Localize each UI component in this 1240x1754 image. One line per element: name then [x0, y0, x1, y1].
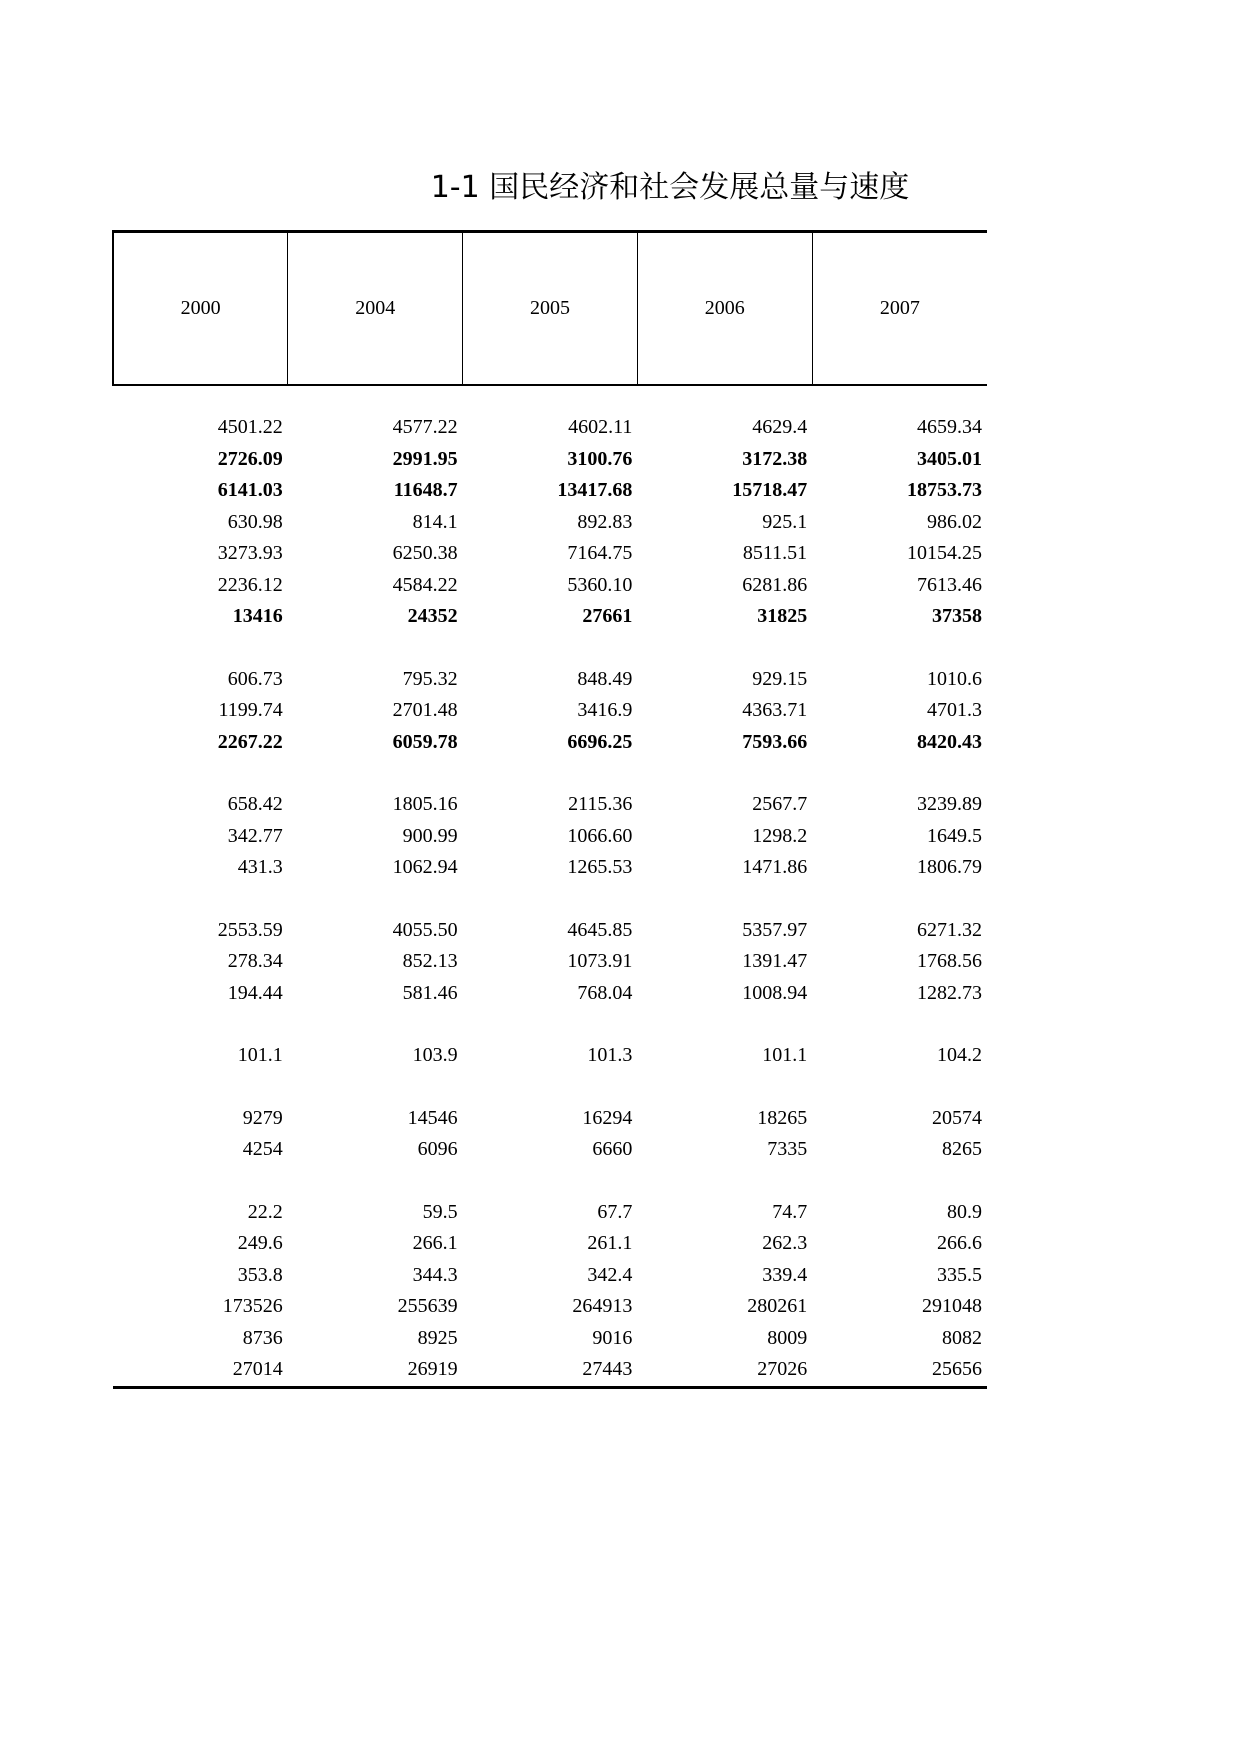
- table-cell: 24352: [407, 605, 458, 628]
- table-cell: 3172.38: [742, 447, 808, 470]
- table-cell: 3239.89: [916, 793, 982, 816]
- table-cell: 8925: [417, 1326, 458, 1349]
- table-cell: 14546: [407, 1106, 458, 1129]
- table-row: [113, 758, 987, 821]
- table-cell: 9279: [242, 1106, 283, 1129]
- table-cell: 581.46: [402, 981, 458, 1004]
- table-cell: 339.4: [762, 1263, 808, 1286]
- table-cell: 26919: [288, 1354, 463, 1387]
- table-cell: 266.1: [412, 1232, 458, 1255]
- table-row: [113, 821, 987, 853]
- table-cell: 249.6: [237, 1232, 283, 1255]
- table-cell: 2553.59: [217, 918, 283, 941]
- table-cell: 606.73: [227, 667, 283, 690]
- column-header-year: 2006: [637, 232, 812, 386]
- table-cell: 1298.2: [752, 824, 808, 847]
- table-cell: 3416.9: [577, 699, 633, 722]
- table-row: [113, 695, 987, 727]
- table-cell: 103.9: [412, 1044, 458, 1067]
- table-cell: 900.99: [402, 824, 458, 847]
- table-cell: 194.44: [227, 981, 283, 1004]
- table-cell: 6696.25: [567, 730, 633, 753]
- table-cell: 2236.12: [217, 573, 283, 596]
- table-cell: 6281.86: [742, 573, 808, 596]
- table-cell: 27026: [637, 1354, 812, 1387]
- column-header-year: 2000: [113, 232, 288, 386]
- table-cell: 2991.95: [392, 447, 458, 470]
- table-cell: 6271.32: [916, 918, 982, 941]
- table-cell: 6059.78: [392, 730, 458, 753]
- table-cell: 1008.94: [742, 981, 808, 1004]
- table-row: [113, 1009, 987, 1072]
- column-header-year: 2004: [288, 232, 463, 386]
- table-cell: 261.1: [587, 1232, 633, 1255]
- table-row: [113, 1260, 987, 1292]
- statistics-table: [112, 230, 987, 1389]
- table-cell: 1073.91: [567, 950, 633, 973]
- table-cell: 7164.75: [567, 542, 633, 565]
- table-cell: 852.13: [402, 950, 458, 973]
- table-cell: 280261: [747, 1295, 808, 1318]
- table-row: [113, 1228, 987, 1260]
- table-cell: 7613.46: [916, 573, 982, 596]
- table-cell: 4645.85: [567, 918, 633, 941]
- table-cell: 13416: [232, 605, 283, 628]
- table-cell: 15718.47: [732, 479, 808, 502]
- table-cell: 4363.71: [742, 699, 808, 722]
- table-row: [113, 1166, 987, 1229]
- table-cell: 1806.79: [916, 856, 982, 879]
- table-cell: 6096: [417, 1138, 458, 1161]
- table-cell: 342.4: [587, 1263, 633, 1286]
- table-cell: 262.3: [762, 1232, 808, 1255]
- table-cell: 18753.73: [906, 479, 982, 502]
- table-row: [113, 538, 987, 570]
- table-cell: 4602.11: [568, 416, 633, 439]
- table-cell: 4701.3: [926, 699, 982, 722]
- table-cell: 2701.48: [392, 699, 458, 722]
- table-cell: 31825: [757, 605, 808, 628]
- table-cell: 1199.74: [218, 699, 283, 722]
- table-cell: 929.15: [752, 667, 808, 690]
- page-title: 1-1 国民经济和社会发展总量与速度: [430, 170, 910, 205]
- table-cell: 6660: [592, 1138, 633, 1161]
- table-cell: 1265.53: [567, 856, 633, 879]
- table-cell: 5357.97: [742, 918, 808, 941]
- table-cell: 795.32: [402, 667, 458, 690]
- table-cell: 264913: [572, 1295, 633, 1318]
- table-cell: 5360.10: [567, 573, 633, 596]
- table-cell: 10154.25: [906, 542, 982, 565]
- table-cell: 335.5: [936, 1263, 982, 1286]
- table-cell: 9016: [592, 1326, 633, 1349]
- header-row: [113, 232, 987, 386]
- table-cell: 1649.5: [926, 824, 982, 847]
- table-cell: 2115.36: [568, 793, 633, 816]
- table-cell: 18265: [757, 1106, 808, 1129]
- table-cell: 101.3: [587, 1044, 633, 1067]
- table-cell: 4659.34: [916, 416, 982, 439]
- table-cell: 13417.68: [557, 479, 633, 502]
- table-cell: 27014: [113, 1354, 288, 1387]
- table-cell: 4055.50: [392, 918, 458, 941]
- table-cell: 278.34: [227, 950, 283, 973]
- table-cell: 353.8: [237, 1263, 283, 1286]
- table-cell: 101.1: [762, 1044, 808, 1067]
- table-row: [113, 601, 987, 633]
- table-cell: 8265: [941, 1138, 982, 1161]
- table-row: [113, 978, 987, 1010]
- table-cell: 6250.38: [392, 542, 458, 565]
- table-cell: 16294: [582, 1106, 633, 1129]
- table-cell: 814.1: [412, 510, 458, 533]
- table-cell: 20574: [931, 1106, 982, 1129]
- table-cell: 342.77: [227, 824, 283, 847]
- table-cell: 1805.16: [392, 793, 458, 816]
- table-cell: 4584.22: [392, 573, 458, 596]
- table-row: [113, 570, 987, 602]
- table-cell: 8736: [242, 1326, 283, 1349]
- table-cell: 4254: [242, 1138, 283, 1161]
- table-row: [113, 475, 987, 507]
- table-cell: 3273.93: [217, 542, 283, 565]
- table-cell: 4629.4: [752, 416, 808, 439]
- column-header-year: 2005: [463, 232, 638, 386]
- table-cell: 255639: [397, 1295, 458, 1318]
- table-cell: 59.5: [422, 1200, 458, 1223]
- table-cell: 658.42: [227, 793, 283, 816]
- table-body: [113, 385, 987, 1387]
- table-cell: 8420.43: [916, 730, 982, 753]
- table-cell: 8511.51: [742, 542, 808, 565]
- table-cell: 8082: [941, 1326, 982, 1349]
- table-cell: 4577.22: [392, 416, 458, 439]
- table-cell: 11648.7: [393, 479, 458, 502]
- table-cell: 2567.7: [752, 793, 808, 816]
- table-cell: 2267.22: [217, 730, 283, 753]
- table-cell: 6141.03: [217, 479, 283, 502]
- table-cell: 291048: [921, 1295, 982, 1318]
- table-cell: 1391.47: [742, 950, 808, 973]
- table-row: [113, 946, 987, 978]
- table-cell: 27661: [582, 605, 633, 628]
- table-cell: 74.7: [772, 1200, 808, 1223]
- table-cell: 25656: [812, 1354, 987, 1387]
- table-cell: 431.3: [237, 856, 283, 879]
- table-cell: 630.98: [227, 510, 283, 533]
- table-row: [113, 385, 987, 444]
- table-cell: 101.1: [237, 1044, 283, 1067]
- table-cell: 768.04: [577, 981, 633, 1004]
- table-row: [113, 507, 987, 539]
- table-row: [113, 1134, 987, 1166]
- table-row: [113, 1291, 987, 1323]
- table-row: [113, 852, 987, 884]
- table-cell: 7593.66: [742, 730, 808, 753]
- table-row: [113, 884, 987, 947]
- table-row: [113, 1072, 987, 1135]
- table-cell: 3100.76: [567, 447, 633, 470]
- table-row: [113, 1323, 987, 1355]
- table-cell: 3405.01: [916, 447, 982, 470]
- table-cell: 37358: [931, 605, 982, 628]
- column-header-year: 2007: [812, 232, 987, 386]
- table-cell: 67.7: [597, 1200, 633, 1223]
- table-cell: 173526: [222, 1295, 283, 1318]
- table-cell: 1768.56: [916, 950, 982, 973]
- table-cell: 1062.94: [392, 856, 458, 879]
- table-cell: 80.9: [946, 1200, 982, 1223]
- table-cell: 7335: [767, 1138, 808, 1161]
- table-cell: 925.1: [762, 510, 808, 533]
- table-cell: 344.3: [412, 1263, 458, 1286]
- table-header: [113, 232, 987, 386]
- table-cell: 4501.22: [217, 416, 283, 439]
- table-cell: 2726.09: [217, 447, 283, 470]
- table-cell: 8009: [767, 1326, 808, 1349]
- table-cell: 892.83: [577, 510, 633, 533]
- table-cell: 1282.73: [916, 981, 982, 1004]
- table-cell: 1471.86: [742, 856, 808, 879]
- table-cell: 22.2: [247, 1200, 283, 1223]
- table-row: [113, 444, 987, 476]
- table-cell: 848.49: [577, 667, 633, 690]
- table-cell: 104.2: [936, 1044, 982, 1067]
- table-row: [113, 727, 987, 759]
- table-row: [113, 1354, 987, 1387]
- table-cell: 1010.6: [926, 667, 982, 690]
- table-row: [113, 633, 987, 696]
- table-cell: 1066.60: [567, 824, 633, 847]
- table-cell: 27443: [463, 1354, 638, 1387]
- table-cell: 986.02: [926, 510, 982, 533]
- table-cell: 266.6: [936, 1232, 982, 1255]
